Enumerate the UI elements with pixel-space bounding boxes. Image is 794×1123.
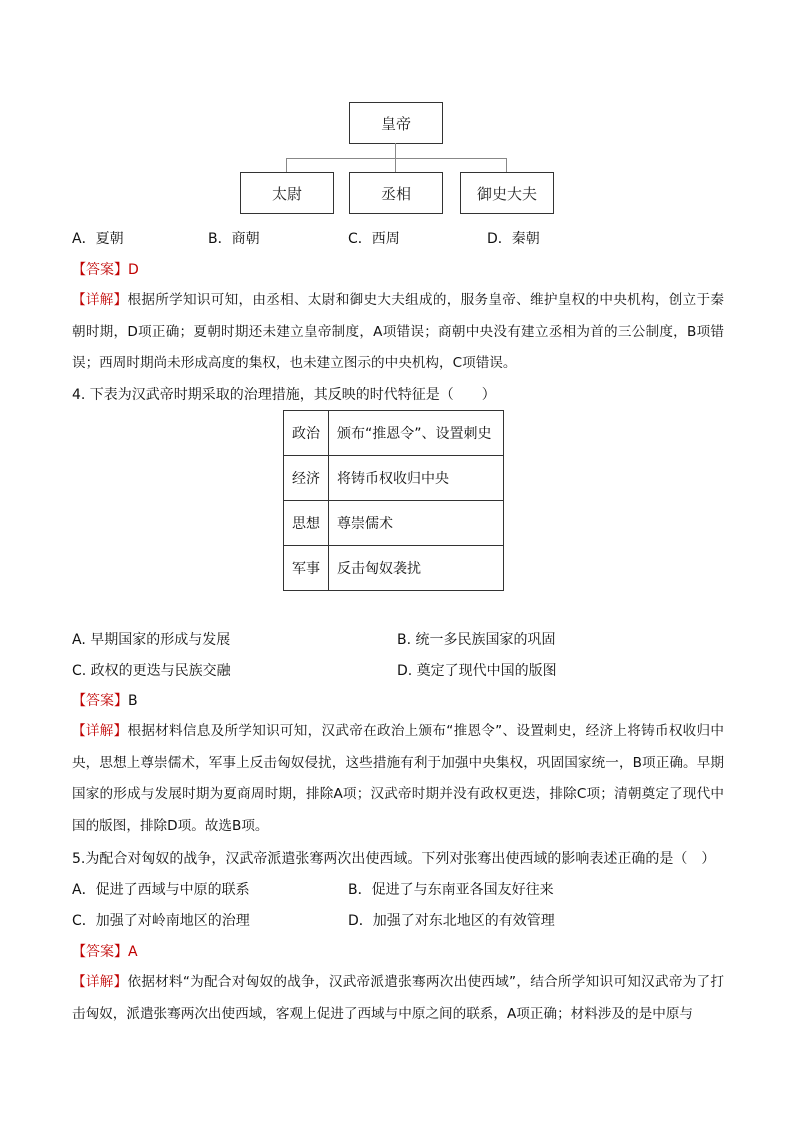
q5-detail: [72, 967, 724, 1030]
detail-text: 依据材料“为配合对匈奴的战争，汉武帝派遣张骞两次出使西域”，结合所学知识可知汉武帝为了打击匈奴，派遣张骞两次出使西域，客观上促进了西域与中原之间的联系，A项正确；材料涉及的是中原与: [72, 974, 724, 1022]
q4-option-b: B. 统一多民族国家的巩固: [397, 632, 556, 648]
diagram-connector: [286, 158, 506, 159]
table-row: [284, 546, 504, 591]
diagram-connector: [395, 143, 396, 158]
detail-tag: 【详解】: [72, 723, 128, 739]
q4-answer: [72, 690, 138, 710]
diagram-yushidafu-box: 御史大夫: [460, 172, 554, 214]
q4-option-d: D. 奠定了现代中国的版图: [397, 663, 557, 679]
q5-option-b: B．促进了与东南亚各国友好往来: [348, 882, 554, 898]
detail-tag: 【详解】: [72, 974, 128, 990]
diagram-connector: [506, 158, 507, 172]
q4-question: 4. 下表为汉武帝时期采取的治理措施，其反映的时代特征是（ ）: [72, 387, 496, 403]
q3-option-c: C．西周: [348, 231, 400, 247]
diagram-connector: [286, 158, 287, 172]
table-cell: 反击匈奴袭扰: [329, 546, 504, 591]
q5-option-c: C．加强了对岭南地区的治理: [72, 913, 250, 929]
q3-option-a: A．夏朝: [72, 231, 124, 247]
q3-option-b: B．商朝: [208, 231, 260, 247]
table-cell: 经济: [284, 456, 329, 501]
table-cell: 尊崇儒术: [329, 501, 504, 546]
q3-option-d: D．秦朝: [487, 231, 540, 247]
table-cell: 思想: [284, 501, 329, 546]
table-cell: 将铸币权收归中央: [329, 456, 504, 501]
q5-option-d: D．加强了对东北地区的有效管理: [348, 913, 555, 929]
answer-letter: A: [128, 944, 138, 960]
table-row: [284, 501, 504, 546]
q5-answer: [72, 941, 138, 961]
detail-tag: 【详解】: [72, 292, 128, 308]
detail-text: 根据所学知识可知，由丞相、太尉和御史大夫组成的，服务皇帝、维护皇权的中央机构，创立于秦朝时期，D项正确；夏朝时期还未建立皇帝制度，A项错误；商朝中央没有建立丞相为首的三公制度，B项错误；西周时期尚未形成高度的集权，也未建立图示的中央机构，C项错误。: [72, 292, 724, 371]
answer-letter: B: [128, 693, 138, 709]
q3-detail: [72, 285, 724, 380]
q5-question: 5.为配合对匈奴的战争，汉武帝派遣张骞两次出使西域。下列对张骞出使西域的影响表述正确的是（ ）: [72, 851, 716, 867]
q3-answer: [72, 259, 139, 279]
table-cell: 政治: [284, 411, 329, 456]
answer-tag: 【答案】: [72, 944, 128, 960]
q4-option-a: A. 早期国家的形成与发展: [72, 632, 231, 648]
q4-table: [283, 410, 504, 591]
q4-option-c: C. 政权的更迭与民族交融: [72, 663, 231, 679]
table-row: [284, 456, 504, 501]
table-row: [284, 411, 504, 456]
diagram-emperor-box: 皇帝: [349, 102, 443, 144]
q5-option-a: A．促进了西域与中原的联系: [72, 882, 250, 898]
detail-text: 根据材料信息及所学知识可知，汉武帝在政治上颁布“推恩令”、设置刺史，经济上将铸币权收归中央，思想上尊崇儒术，军事上反击匈奴侵扰，这些措施有利于加强中央集权，巩固国家统一，B项正确。早期国家的形成与发展时期为夏商周时期，排除A项；汉武帝时期并没有政权更迭，排除C项；清朝奠定了现代中国的版图，排除D项。故选B项。: [72, 723, 724, 834]
answer-tag: 【答案】: [72, 262, 128, 278]
answer-tag: 【答案】: [72, 693, 128, 709]
table-cell: 颁布“推恩令”、设置刺史: [329, 411, 504, 456]
diagram-chengxiang-box: 丞相: [349, 172, 443, 214]
diagram-taiwei-box: 太尉: [240, 172, 334, 214]
diagram-connector: [395, 158, 396, 172]
table-cell: 军事: [284, 546, 329, 591]
q4-detail: [72, 716, 724, 842]
answer-letter: D: [128, 262, 139, 278]
